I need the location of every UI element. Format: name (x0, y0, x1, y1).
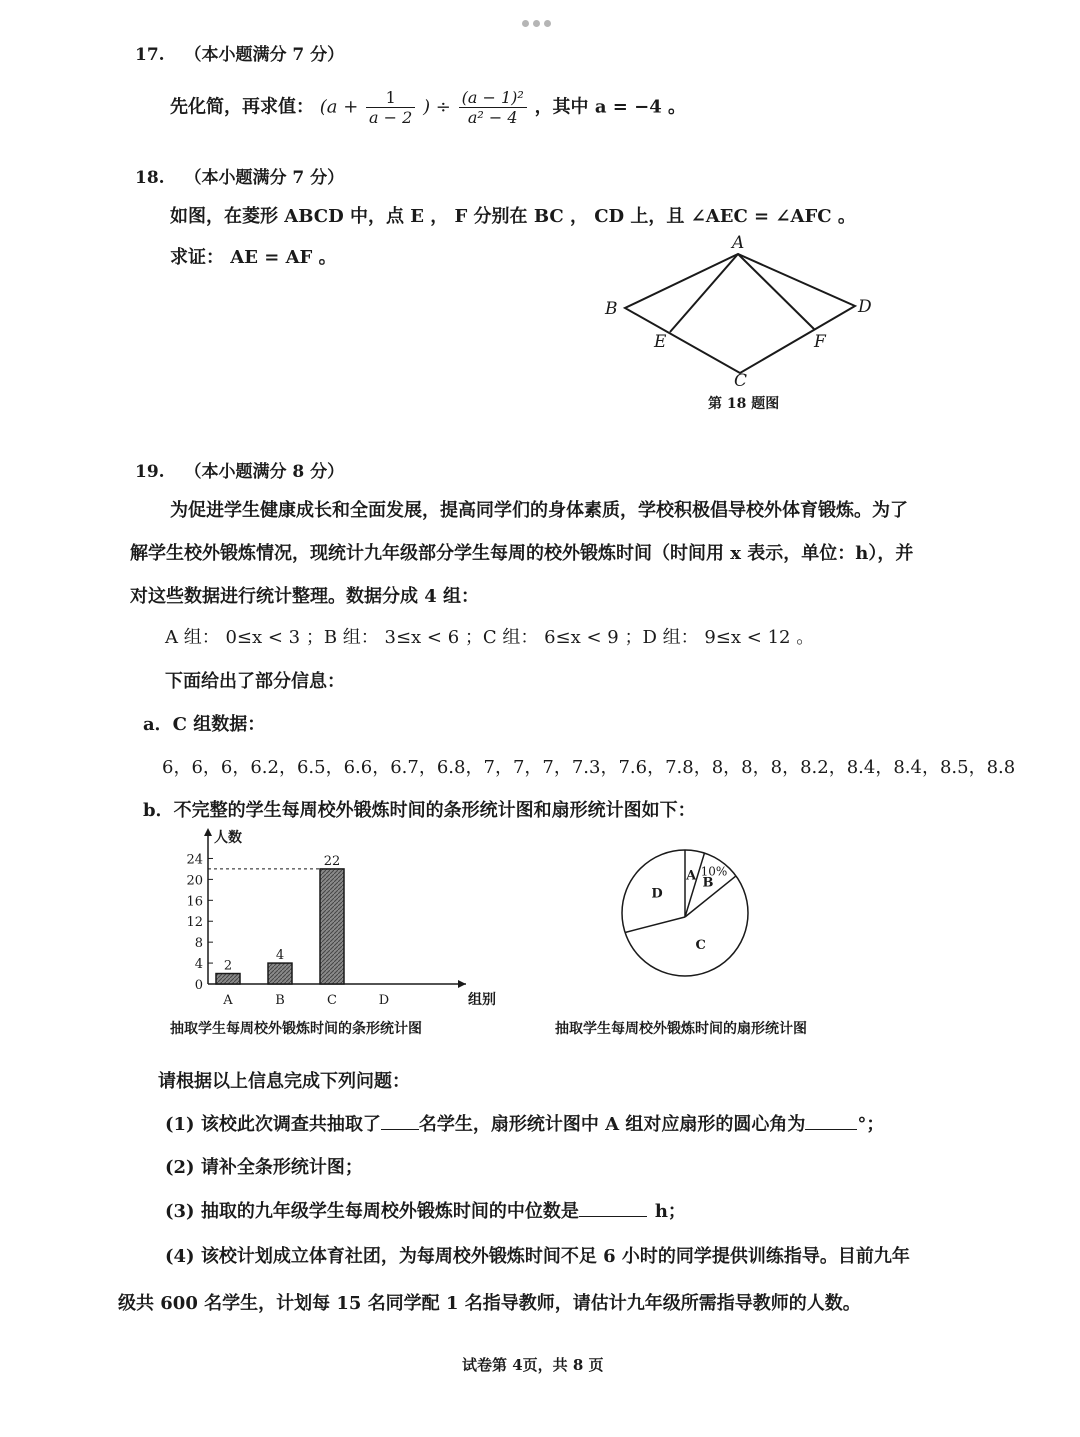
label-e: E (654, 332, 667, 352)
y-tick-label: 0 (194, 978, 203, 993)
q19-sub2: (2) 请补全条形统计图； (165, 1157, 363, 1178)
q17-header (135, 40, 344, 65)
label-a: A (732, 233, 745, 253)
q17-score: （本小题满分 7 分） (184, 45, 345, 65)
more-indicator (522, 12, 558, 22)
sub1-text-a: (1) 该校此次调查共抽取了 (165, 1114, 381, 1135)
segment-ae (670, 254, 738, 332)
pie-slice-label-B: B (702, 875, 714, 891)
q19-para-2: 解学生校外锻炼情况，现统计九年级部分学生每周的校外锻炼时间（时间用 x 表示，单位：h），并 (130, 543, 914, 564)
bar-chart (170, 826, 496, 1016)
category-label: B (275, 993, 285, 1008)
y-axis-arrow (204, 828, 212, 836)
q19-number: 19. (135, 462, 165, 482)
q19-b-label: b．不完整的学生每周校外锻炼时间的条形统计图和扇形统计图如下： (143, 800, 696, 821)
pie-slice-label-C: C (695, 937, 706, 953)
x-axis-arrow (458, 980, 466, 988)
q17-expr-close: ) ÷ (423, 96, 451, 118)
q18-header (135, 163, 344, 188)
q17-expr-open: (a + (319, 96, 359, 118)
q19-sub4-line2: 级共 600 名学生，计划每 15 名同学配 1 名指导教师，请估计九年级所需指导教师的人数。 (118, 1293, 861, 1314)
pie-chart-title: 抽取学生每周校外锻炼时间的扇形统计图 (555, 1021, 807, 1037)
q17-number: 17. (135, 45, 165, 65)
answer-blank-median[interactable] (579, 1200, 647, 1217)
pie-chart (610, 838, 760, 988)
pie-slice-percent-B: 10% (700, 864, 728, 879)
q19-a-label: a．C 组数据： (143, 714, 266, 735)
y-tick-label: 4 (194, 957, 203, 973)
q19-ask: 请根据以上信息完成下列问题： (158, 1071, 410, 1092)
q17-fraction-2 (459, 88, 527, 127)
q19-sub3 (165, 1197, 686, 1223)
y-axis-label: 人数 (214, 830, 242, 846)
label-d: D (858, 297, 872, 317)
q17-prefix: 先化简，再求值： (170, 96, 314, 118)
q19-header (135, 457, 344, 482)
sub1-text-c: °； (857, 1114, 885, 1135)
q17-suffix: ，其中 a = −4 。 (534, 96, 686, 118)
x-axis-label: 组别 (468, 992, 496, 1008)
bar-C (320, 869, 344, 984)
category-label: A (223, 993, 233, 1008)
answer-blank-count[interactable] (381, 1113, 419, 1130)
rhombus-figure (590, 228, 890, 418)
q19-c-data: 6，6，6，6.2，6.5，6.6，6.7，6.8，7，7，7，7.3，7.6，7.8，8，8，8，8.2，8.4，8.4，8.5，8.8 (162, 757, 1016, 778)
q19-para-3: 对这些数据进行统计整理。数据分成 4 组： (130, 586, 480, 607)
rhombus-abcd (625, 254, 855, 373)
q18-number: 18. (135, 168, 165, 188)
q19-intro: 下面给出了部分信息： (165, 671, 345, 692)
q17-problem (170, 88, 686, 127)
figure-18-caption: 第 18 题图 (708, 396, 780, 412)
y-tick-label: 24 (186, 852, 203, 868)
category-label: D (378, 993, 390, 1008)
q17-frac2-denominator: a² − 4 (467, 108, 518, 127)
category-label: C (327, 993, 337, 1008)
label-b: B (605, 299, 618, 319)
q19-sub4-line1: (4) 该校计划成立体育社团，为每周校外锻炼时间不足 6 小时的同学提供训练指导。目前九年 (165, 1246, 910, 1267)
y-tick-label: 8 (194, 936, 203, 952)
bar-B (268, 963, 292, 984)
y-tick-label: 12 (186, 915, 203, 931)
q18-score: （本小题满分 7 分） (184, 168, 345, 188)
bar-A (216, 974, 240, 984)
bar-value-label: 4 (275, 948, 285, 964)
q17-frac1-numerator: 1 (366, 88, 415, 108)
q19-para-1: 为促进学生健康成长和全面发展，提高同学们的身体素质，学校积极倡导校外体育锻炼。为了 (170, 500, 908, 521)
label-c: C (734, 371, 748, 391)
bar-value-label: 22 (323, 853, 341, 869)
page-footer: 试卷第 4页，共 8 页 (462, 1356, 604, 1374)
q18-line1: 如图，在菱形 ABCD 中，点 E ， F 分别在 BC ， CD 上，且 ∠AEC = ∠AFC 。 (170, 206, 856, 227)
q19-score: （本小题满分 8 分） (184, 462, 345, 482)
q18-line2: 求证： AE = AF 。 (170, 247, 337, 268)
bar-value-label: 2 (223, 958, 233, 974)
y-tick-label: 16 (186, 894, 203, 910)
sub1-text-b: 名学生，扇形统计图中 A 组对应扇形的圆心角为 (418, 1114, 806, 1135)
pie-slice-label-A: A (686, 868, 697, 884)
answer-blank-angle[interactable] (805, 1113, 857, 1130)
q17-frac1-denominator: a − 2 (369, 108, 413, 127)
y-tick-label: 20 (186, 873, 203, 889)
q17-fraction-1 (366, 88, 415, 127)
pie-slice-label-D: D (651, 886, 663, 902)
label-f: F (814, 332, 826, 352)
q19-groups: A 组： 0≤x < 3 ；B 组： 3≤x < 6 ；C 组： 6≤x < 9 ；D 组： 9≤x < 12 。 (165, 627, 815, 648)
q19-sub1 (165, 1110, 884, 1136)
sub3-text-a: (3) 抽取的九年级学生每周校外锻炼时间的中位数是 (165, 1201, 579, 1222)
segment-af (738, 254, 814, 329)
bar-chart-title: 抽取学生每周校外锻炼时间的条形统计图 (170, 1021, 422, 1037)
q17-frac2-numerator: (a − 1)² (459, 88, 527, 108)
sub3-text-b: h； (654, 1201, 686, 1222)
